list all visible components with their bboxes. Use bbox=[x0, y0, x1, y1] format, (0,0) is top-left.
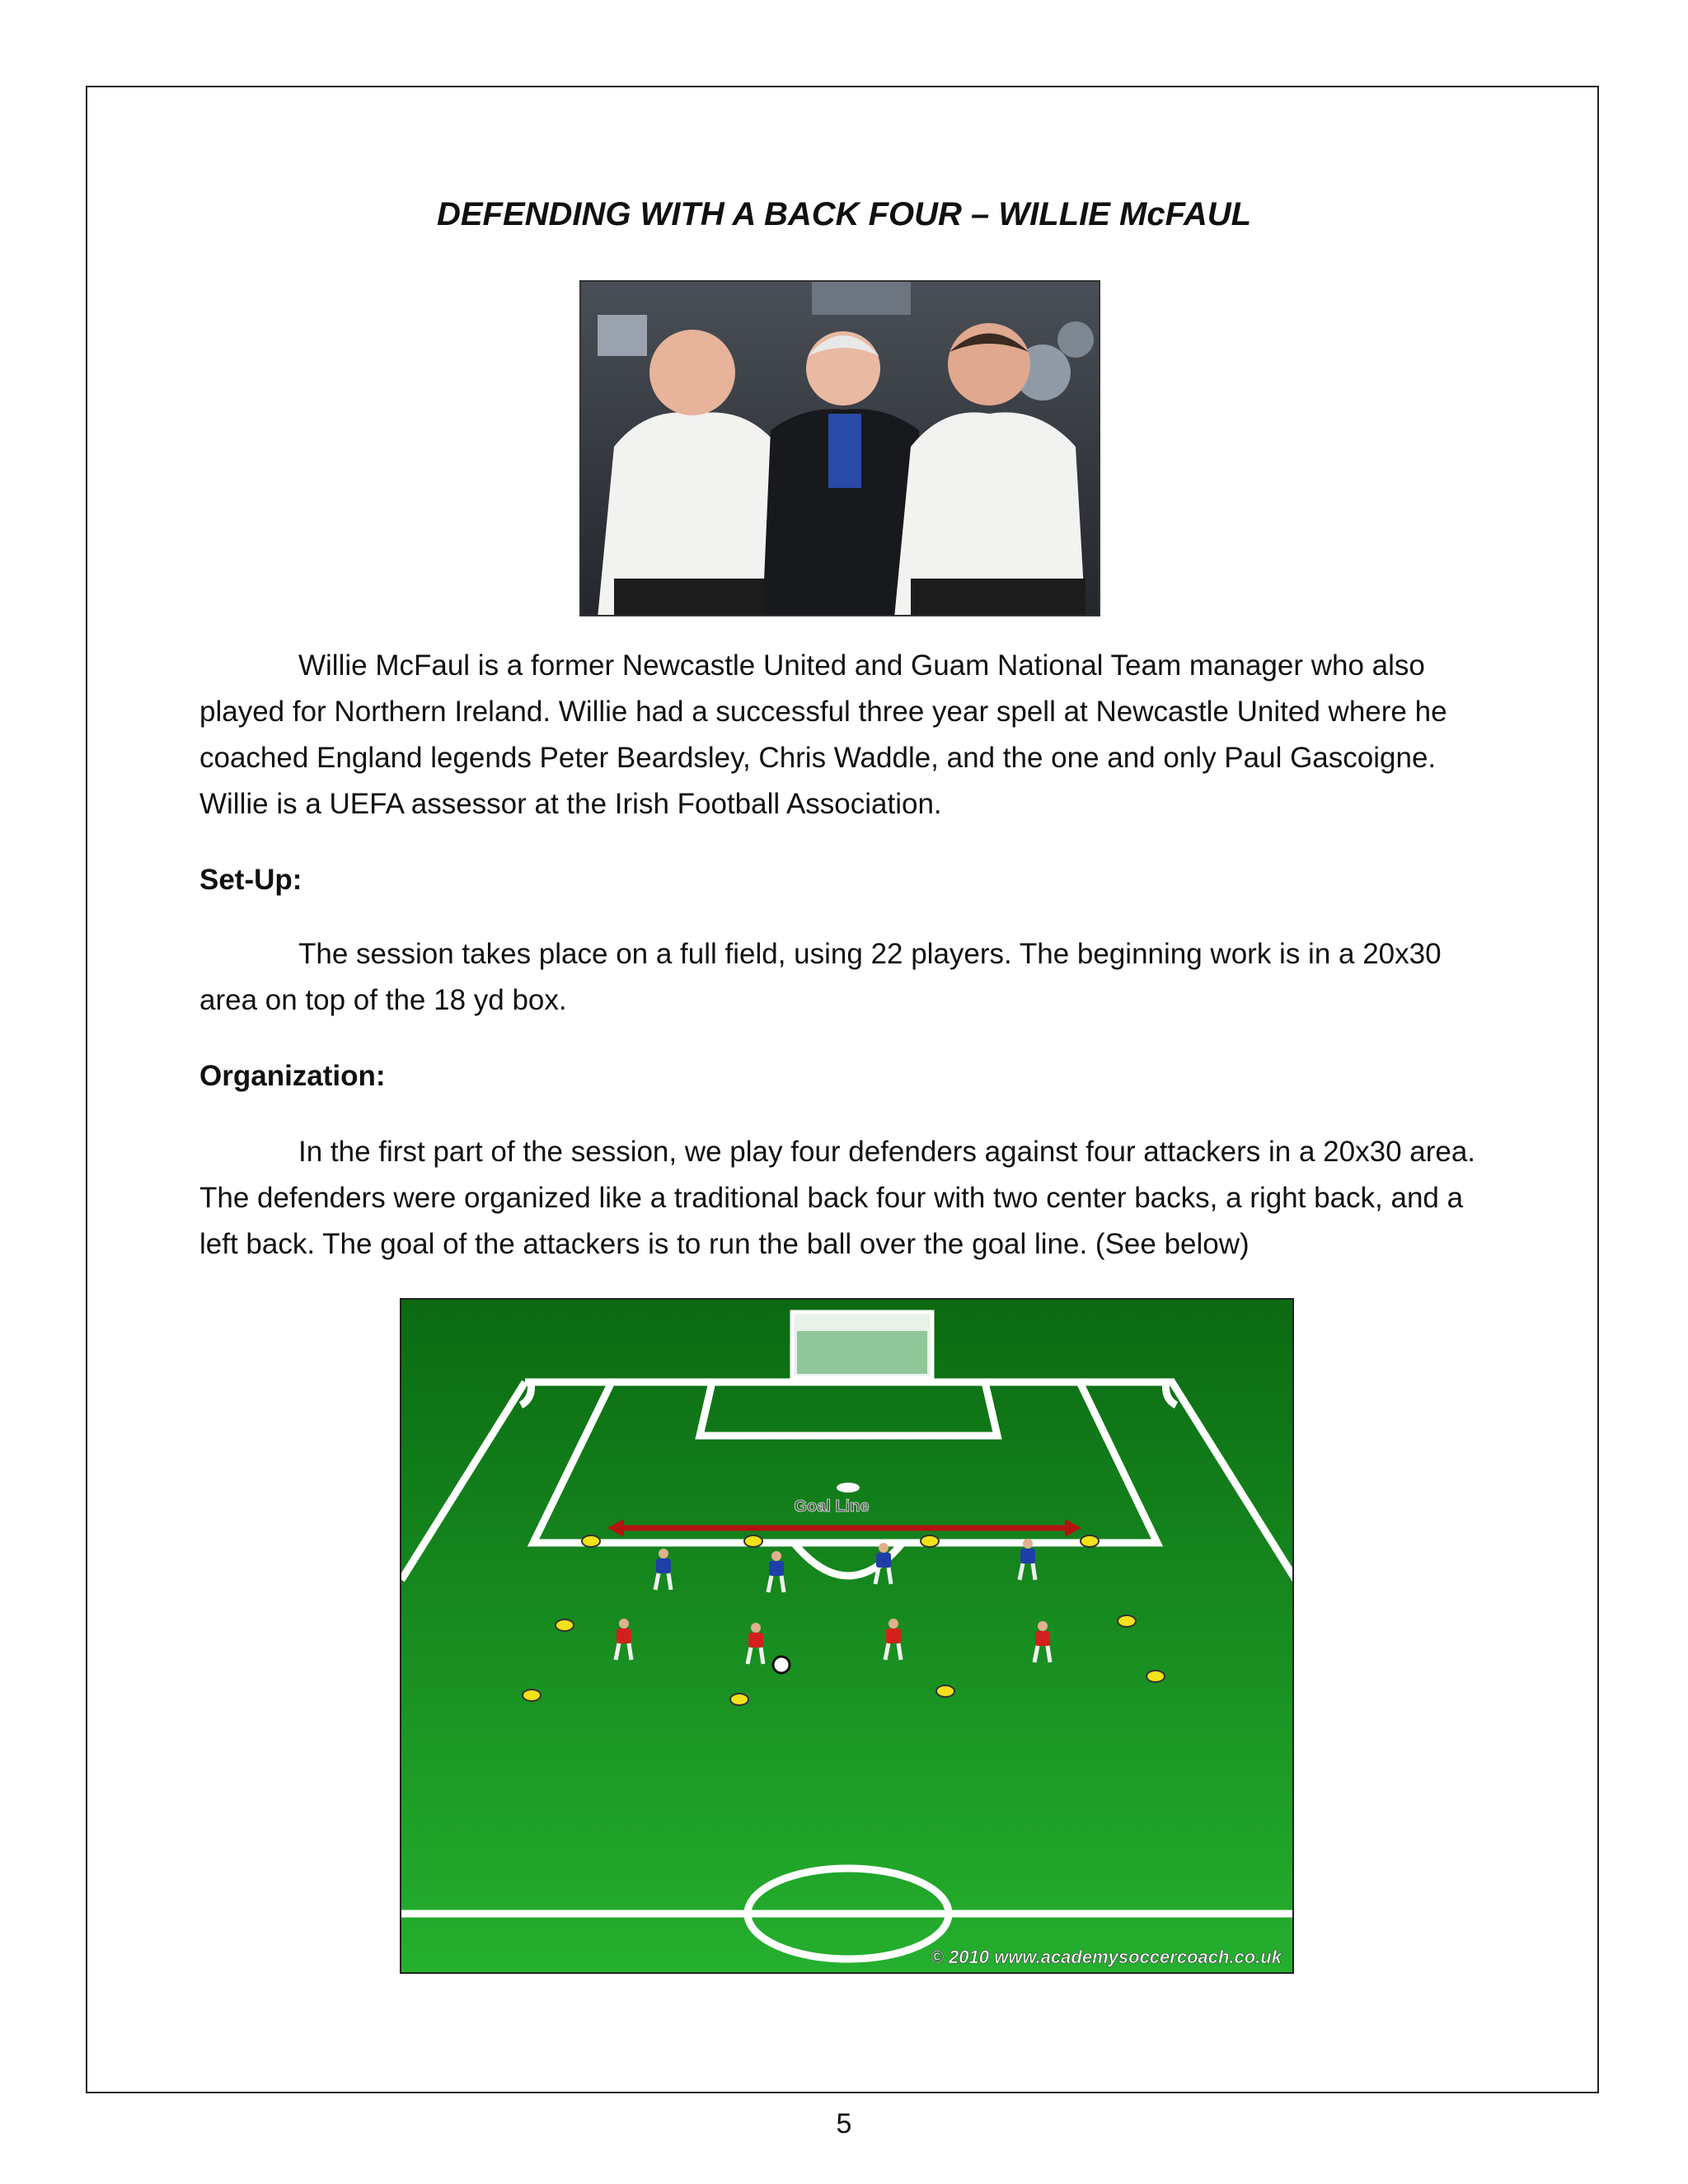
goal bbox=[792, 1312, 932, 1378]
cone bbox=[582, 1535, 600, 1547]
page-number: 5 bbox=[836, 2108, 852, 2139]
goal-line-label: Goal Line bbox=[794, 1497, 870, 1516]
pitch-grass bbox=[401, 1300, 1294, 1974]
setup-paragraph: The session takes place on a full field, using 22 players. The beginning work is in a 20x30 area on top of the 18 yd box. bbox=[199, 938, 1442, 1016]
pitch-svg bbox=[401, 1300, 1294, 1974]
soccer-drill-diagram bbox=[400, 1298, 1294, 1974]
cone bbox=[1118, 1615, 1136, 1627]
page-title: DEFENDING WITH A BACK FOUR – WILLIE McFAUL bbox=[436, 196, 1252, 232]
setup-heading: Set-Up: bbox=[199, 864, 302, 896]
copyright-text: © 2010 www.academysoccercoach.co.uk bbox=[930, 1947, 1282, 1967]
cone bbox=[744, 1535, 762, 1547]
ball bbox=[773, 1657, 790, 1673]
cone bbox=[523, 1690, 541, 1701]
cone bbox=[921, 1535, 939, 1547]
cone bbox=[1081, 1535, 1099, 1547]
coaches-photo bbox=[579, 280, 1100, 616]
cone bbox=[1146, 1671, 1165, 1682]
cone bbox=[936, 1685, 954, 1697]
intro-paragraph: Willie McFaul is a former Newcastle United and Guam National Team manager who also played for Northern Ireland. Willie had a successful three year spell at Newcastle United where he coached England legends Peter Beardsley, Chris Waddle, and the one and only Paul Gascoigne. Willie is a UEFA assessor at the Irish Football Association. bbox=[199, 649, 1447, 820]
organization-heading: Organization: bbox=[199, 1060, 386, 1092]
organization-paragraph: In the first part of the session, we play four defenders against four attackers in a 20x30 area. The defenders were organized like a traditional back four with two center backs, a right back, and a left back. The goal of the attackers is to run the ball over the goal line. (See below) bbox=[199, 1136, 1476, 1260]
cone bbox=[730, 1694, 748, 1705]
cone bbox=[556, 1619, 574, 1631]
